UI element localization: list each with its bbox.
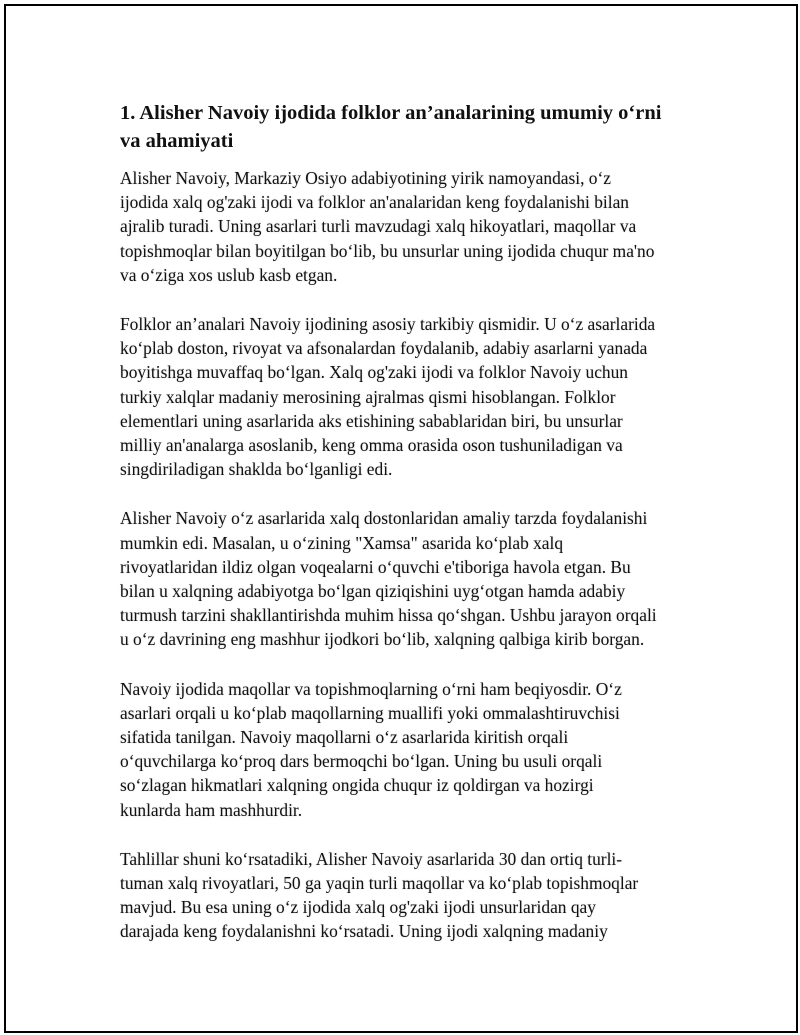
text-line: o‘quvchilarga ko‘proq dars bermoqchi bo‘lgan. Uning bu usuli orqali bbox=[120, 751, 603, 772]
section-title bbox=[120, 99, 710, 155]
text-line: darajada keng foydalanishni ko‘rsatadi. Uning ijodi xalqning madaniy bbox=[120, 921, 608, 942]
text-line: Navoiy ijodida maqollar va topishmoqlarning o‘rni ham beqiyosdir. O‘z bbox=[120, 678, 622, 699]
text-line: va o‘ziga xos uslub kasb etgan. bbox=[120, 264, 338, 285]
text-line: bilan u xalqning adabiyotga bo‘lgan qiziqishini uyg‘otgan hamda adabiy bbox=[120, 581, 626, 602]
paragraph-2 bbox=[120, 312, 710, 481]
document-body bbox=[120, 99, 710, 969]
text-line: mumkin edi. Masalan, u o‘zining "Xamsa" asarida ko‘plab xalq bbox=[120, 532, 564, 553]
text-line: rivoyatlaridan ildiz olgan voqealarni o‘quvchi e'tiboriga havola etgan. Bu bbox=[120, 556, 631, 577]
text-line: ijodida xalq og'zaki ijodi va folklor an'analaridan keng foydalanishi bilan bbox=[120, 192, 629, 213]
text-line: Alisher Navoiy o‘z asarlarida xalq dostonlaridan amaliy tarzda foydalanishi bbox=[120, 508, 648, 529]
text-line: elementlari uning asarlarida aks etishining sabablaridan biri, bu unsurlar bbox=[120, 410, 623, 431]
text-line: tuman xalq rivoyatlari, 50 ga yaqin turli maqollar va ko‘plab topishmoqlar bbox=[120, 873, 639, 894]
page-frame bbox=[4, 4, 798, 1033]
text-line: Tahlillar shuni ko‘rsatadiki, Alisher Navoiy asarlarida 30 dan ortiq turli- bbox=[120, 848, 623, 869]
text-line: ajralib turadi. Uning asarlari turli mavzudagi xalq hikoyatlari, maqollar va bbox=[120, 216, 637, 237]
text-line: Alisher Navoiy, Markaziy Osiyo adabiyotining yirik namoyandasi, o‘z bbox=[120, 168, 612, 188]
paragraph-5 bbox=[120, 847, 710, 944]
text-line: singdiriladigan shaklda bo‘lganligi edi. bbox=[120, 459, 393, 480]
text-line: asarlari orqali u ko‘plab maqollarning muallifi yoki ommalashtiruvchisi bbox=[120, 702, 620, 723]
text-line: mavjud. Bu esa uning o‘z ijodida xalq og'zaki ijodi unsurlaridan qay bbox=[120, 897, 596, 918]
text-line: Folklor an’analari Navoiy ijodining asosiy tarkibiy qismidir. U o‘z asarlarida bbox=[120, 314, 656, 335]
title-line: 1. Alisher Navoiy ijodida folklor an’analarining umumiy o‘rni bbox=[120, 102, 662, 124]
text-line: sifatida tanilgan. Navoiy maqollarni o‘z asarlarida kiritish orqali bbox=[120, 727, 569, 748]
title-line: va ahamiyati bbox=[120, 130, 234, 152]
text-line: kunlarda ham mashhurdir. bbox=[120, 799, 303, 820]
text-line: so‘zlagan hikmatlari xalqning ongida chuqur iz qoldirgan va hozirgi bbox=[120, 775, 594, 796]
text-line: topishmoqlar bilan boyitilgan bo‘lib, bu unsurlar uning ijodida chuqur ma'no bbox=[120, 240, 655, 261]
text-line: turkiy xalqlar madaniy merosining ajralmas qismi hisoblangan. Folklor bbox=[120, 386, 616, 407]
paragraph-3 bbox=[120, 506, 710, 651]
paragraph-1 bbox=[120, 166, 710, 287]
text-line: u o‘z davrining eng mashhur ijodkori bo‘lib, xalqning qalbiga kirib borgan. bbox=[120, 629, 645, 650]
text-line: turmush tarzini shakllantirishda muhim hissa qo‘shgan. Ushbu jarayon orqali bbox=[120, 605, 657, 626]
paragraph-4 bbox=[120, 677, 710, 822]
text-line: boyitishga muvaffaq bo‘lgan. Xalq og'zaki ijodi va folklor Navoiy uchun bbox=[120, 362, 628, 383]
text-line: milliy an'analarga asoslanib, keng omma orasida oson tushuniladigan va bbox=[120, 435, 623, 456]
text-line: ko‘plab doston, rivoyat va afsonalardan foydalanib, adabiy asarlarni yanada bbox=[120, 338, 648, 359]
